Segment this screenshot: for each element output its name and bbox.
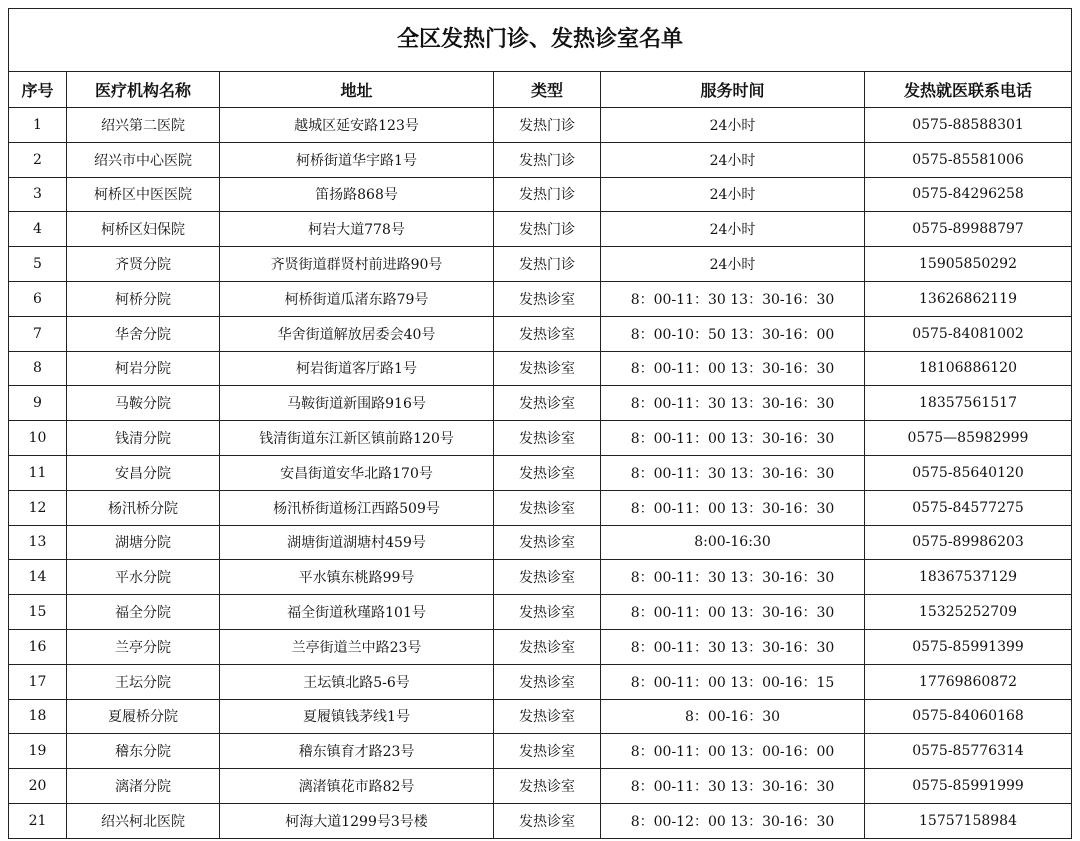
- cell-type: 发热诊室: [494, 803, 601, 838]
- cell-institution: 柯桥区妇保院: [67, 212, 220, 247]
- cell-type: 发热门诊: [494, 108, 601, 143]
- cell-institution: 湖塘分院: [67, 525, 220, 560]
- cell-address: 杨汛桥街道杨江西路509号: [220, 490, 494, 525]
- cell-hours: 8：00-11：30 13：30-16：30: [601, 629, 865, 664]
- cell-phone: 0575-89988797: [865, 212, 1072, 247]
- cell-hours: 8：00-11：00 13：00-16：15: [601, 664, 865, 699]
- cell-hours: 8：00-11：00 13：30-16：30: [601, 351, 865, 386]
- table-row: [9, 525, 1072, 560]
- cell-index: 6: [9, 281, 67, 316]
- table-title: 全区发热门诊、发热诊室名单: [8, 8, 1072, 71]
- cell-address: 柯海大道1299号3号楼: [220, 803, 494, 838]
- cell-index: 20: [9, 769, 67, 804]
- cell-type: 发热诊室: [494, 421, 601, 456]
- cell-address: 福全街道秋瑾路101号: [220, 595, 494, 630]
- cell-address: 马鞍街道新围路916号: [220, 386, 494, 421]
- table-row: [9, 769, 1072, 804]
- cell-address: 平水镇东桃路99号: [220, 560, 494, 595]
- cell-index: 16: [9, 629, 67, 664]
- cell-phone: 0575-85581006: [865, 142, 1072, 177]
- cell-address: 安昌街道安华北路170号: [220, 455, 494, 490]
- table-row: [9, 629, 1072, 664]
- cell-phone: 17769860872: [865, 664, 1072, 699]
- table-row: [9, 699, 1072, 734]
- table-row: [9, 108, 1072, 143]
- cell-phone: 0575-84060168: [865, 699, 1072, 734]
- cell-phone: 18357561517: [865, 386, 1072, 421]
- cell-index: 18: [9, 699, 67, 734]
- table-row: [9, 351, 1072, 386]
- cell-hours: 24小时: [601, 108, 865, 143]
- cell-phone: 13626862119: [865, 281, 1072, 316]
- cell-index: 9: [9, 386, 67, 421]
- cell-address: 夏履镇钱茅线1号: [220, 699, 494, 734]
- col-header-index: 序号: [9, 72, 67, 108]
- cell-hours: 24小时: [601, 177, 865, 212]
- cell-index: 11: [9, 455, 67, 490]
- cell-address: 稽东镇育才路23号: [220, 734, 494, 769]
- cell-institution: 绍兴柯北医院: [67, 803, 220, 838]
- table-body: [9, 108, 1072, 839]
- cell-phone: 0575—85982999: [865, 421, 1072, 456]
- cell-institution: 安昌分院: [67, 455, 220, 490]
- table-row: [9, 490, 1072, 525]
- col-header-address: 地址: [220, 72, 494, 108]
- cell-index: 8: [9, 351, 67, 386]
- table-row: [9, 316, 1072, 351]
- cell-type: 发热诊室: [494, 560, 601, 595]
- cell-phone: 0575-85776314: [865, 734, 1072, 769]
- table-row: [9, 177, 1072, 212]
- cell-hours: 24小时: [601, 142, 865, 177]
- cell-institution: 齐贤分院: [67, 247, 220, 282]
- cell-address: 柯岩街道客厅路1号: [220, 351, 494, 386]
- cell-hours: 8：00-10：50 13：30-16：00: [601, 316, 865, 351]
- cell-index: 15: [9, 595, 67, 630]
- cell-address: 齐贤街道群贤村前进路90号: [220, 247, 494, 282]
- cell-institution: 稽东分院: [67, 734, 220, 769]
- cell-institution: 柯桥分院: [67, 281, 220, 316]
- cell-address: 柯岩大道778号: [220, 212, 494, 247]
- cell-institution: 夏履桥分院: [67, 699, 220, 734]
- cell-hours: 8：00-16：30: [601, 699, 865, 734]
- cell-phone: 18106886120: [865, 351, 1072, 386]
- cell-type: 发热诊室: [494, 316, 601, 351]
- cell-phone: 0575-84081002: [865, 316, 1072, 351]
- cell-type: 发热诊室: [494, 664, 601, 699]
- cell-address: 越城区延安路123号: [220, 108, 494, 143]
- cell-index: 4: [9, 212, 67, 247]
- cell-type: 发热门诊: [494, 177, 601, 212]
- cell-phone: 15325252709: [865, 595, 1072, 630]
- table-row: [9, 247, 1072, 282]
- cell-institution: 王坛分院: [67, 664, 220, 699]
- col-header-type: 类型: [494, 72, 601, 108]
- cell-institution: 绍兴市中心医院: [67, 142, 220, 177]
- header-row: [9, 72, 1072, 108]
- table-row: [9, 455, 1072, 490]
- cell-phone: 0575-85640120: [865, 455, 1072, 490]
- cell-hours: 24小时: [601, 212, 865, 247]
- cell-address: 钱清街道东江新区镇前路120号: [220, 421, 494, 456]
- cell-phone: 0575-89986203: [865, 525, 1072, 560]
- cell-address: 王坛镇北路5-6号: [220, 664, 494, 699]
- cell-institution: 福全分院: [67, 595, 220, 630]
- cell-type: 发热诊室: [494, 595, 601, 630]
- cell-index: 13: [9, 525, 67, 560]
- cell-type: 发热门诊: [494, 212, 601, 247]
- table-row: [9, 386, 1072, 421]
- cell-hours: 8：00-11：00 13：30-16：30: [601, 595, 865, 630]
- cell-institution: 绍兴第二医院: [67, 108, 220, 143]
- table-row: [9, 212, 1072, 247]
- cell-address: 笛扬路868号: [220, 177, 494, 212]
- cell-phone: 0575-85991999: [865, 769, 1072, 804]
- cell-hours: 8：00-11：30 13：30-16：30: [601, 281, 865, 316]
- cell-index: 19: [9, 734, 67, 769]
- cell-hours: 8：00-11：30 13：30-16：30: [601, 769, 865, 804]
- cell-type: 发热诊室: [494, 351, 601, 386]
- cell-address: 柯桥街道瓜渚东路79号: [220, 281, 494, 316]
- cell-type: 发热诊室: [494, 769, 601, 804]
- cell-type: 发热门诊: [494, 247, 601, 282]
- cell-index: 5: [9, 247, 67, 282]
- cell-hours: 8:00-16:30: [601, 525, 865, 560]
- cell-institution: 华舍分院: [67, 316, 220, 351]
- cell-index: 21: [9, 803, 67, 838]
- table-row: [9, 664, 1072, 699]
- cell-hours: 24小时: [601, 247, 865, 282]
- table-row: [9, 142, 1072, 177]
- cell-phone: 18367537129: [865, 560, 1072, 595]
- fever-clinic-table: [8, 8, 1072, 839]
- cell-institution: 漓渚分院: [67, 769, 220, 804]
- cell-type: 发热诊室: [494, 490, 601, 525]
- col-header-hours: 服务时间: [601, 72, 865, 108]
- col-header-institution: 医疗机构名称: [67, 72, 220, 108]
- cell-hours: 8：00-11：00 13：00-16：00: [601, 734, 865, 769]
- cell-hours: 8：00-11：30 13：30-16：30: [601, 386, 865, 421]
- cell-hours: 8：00-11：00 13：30-16：30: [601, 490, 865, 525]
- fever-clinic-sheet: [8, 8, 1071, 839]
- cell-address: 柯桥街道华宇路1号: [220, 142, 494, 177]
- table-row: [9, 803, 1072, 838]
- cell-type: 发热诊室: [494, 455, 601, 490]
- cell-type: 发热诊室: [494, 734, 601, 769]
- cell-phone: 0575-85991399: [865, 629, 1072, 664]
- cell-index: 7: [9, 316, 67, 351]
- cell-type: 发热诊室: [494, 386, 601, 421]
- cell-institution: 马鞍分院: [67, 386, 220, 421]
- cell-phone: 15757158984: [865, 803, 1072, 838]
- cell-address: 湖塘街道湖塘村459号: [220, 525, 494, 560]
- cell-address: 漓渚镇花市路82号: [220, 769, 494, 804]
- cell-institution: 杨汛桥分院: [67, 490, 220, 525]
- table-row: [9, 560, 1072, 595]
- cell-hours: 8：00-11：30 13：30-16：30: [601, 455, 865, 490]
- cell-type: 发热诊室: [494, 525, 601, 560]
- cell-type: 发热门诊: [494, 142, 601, 177]
- cell-institution: 兰亭分院: [67, 629, 220, 664]
- table-row: [9, 595, 1072, 630]
- cell-index: 2: [9, 142, 67, 177]
- cell-phone: 0575-88588301: [865, 108, 1072, 143]
- cell-address: 华舍街道解放居委会40号: [220, 316, 494, 351]
- cell-type: 发热诊室: [494, 699, 601, 734]
- cell-index: 10: [9, 421, 67, 456]
- cell-type: 发热诊室: [494, 629, 601, 664]
- cell-index: 12: [9, 490, 67, 525]
- cell-phone: 15905850292: [865, 247, 1072, 282]
- cell-phone: 0575-84577275: [865, 490, 1072, 525]
- table-row: [9, 734, 1072, 769]
- table-row: [9, 281, 1072, 316]
- cell-index: 17: [9, 664, 67, 699]
- cell-institution: 钱清分院: [67, 421, 220, 456]
- cell-type: 发热诊室: [494, 281, 601, 316]
- cell-hours: 8：00-12：00 13：30-16：30: [601, 803, 865, 838]
- cell-institution: 柯岩分院: [67, 351, 220, 386]
- cell-address: 兰亭街道兰中路23号: [220, 629, 494, 664]
- cell-index: 3: [9, 177, 67, 212]
- col-header-phone: 发热就医联系电话: [865, 72, 1072, 108]
- cell-index: 1: [9, 108, 67, 143]
- cell-phone: 0575-84296258: [865, 177, 1072, 212]
- cell-index: 14: [9, 560, 67, 595]
- cell-hours: 8：00-11：00 13：30-16：30: [601, 421, 865, 456]
- cell-institution: 平水分院: [67, 560, 220, 595]
- cell-hours: 8：00-11：30 13：30-16：30: [601, 560, 865, 595]
- table-row: [9, 421, 1072, 456]
- cell-institution: 柯桥区中医医院: [67, 177, 220, 212]
